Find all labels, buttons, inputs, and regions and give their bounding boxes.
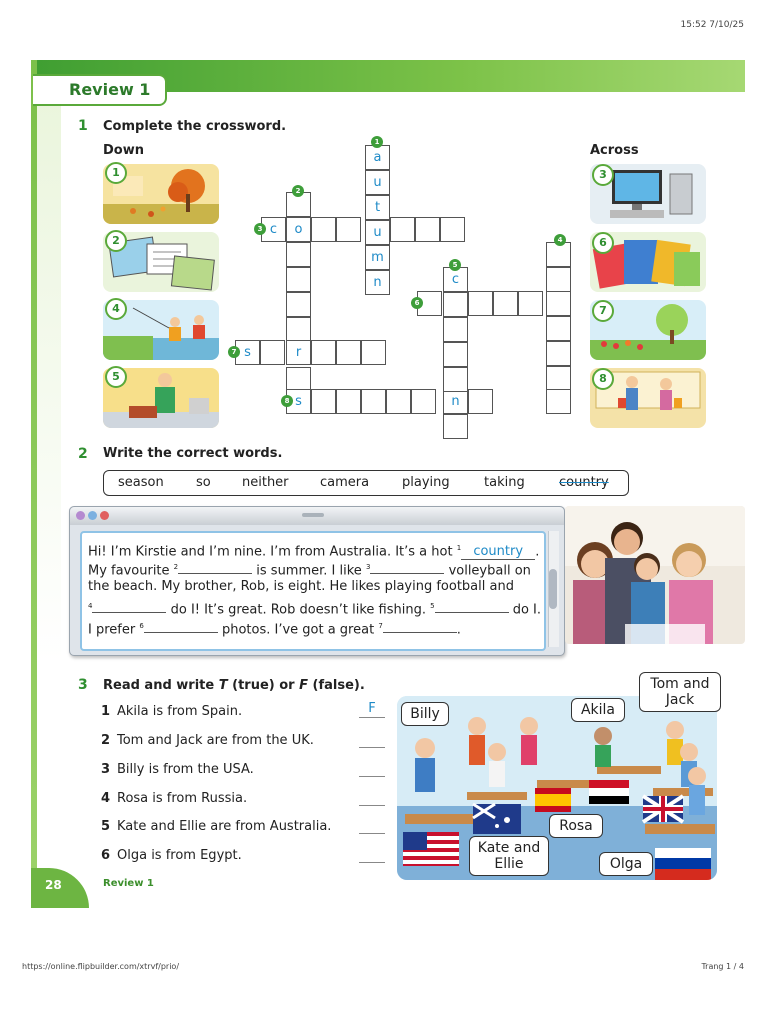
text-line-4: $^4$ do I! It’s great. Rob doesn’t like fishing. $^5$ do I.	[88, 597, 541, 619]
tf-answer-5[interactable]	[359, 819, 385, 834]
word-playing: playing	[402, 475, 450, 490]
crossword-cell[interactable]	[336, 217, 361, 242]
crossword-cell[interactable]	[468, 389, 493, 414]
review-tab	[33, 74, 167, 106]
crossword-cell[interactable]: n	[365, 270, 390, 295]
word-camera: camera	[320, 475, 370, 490]
scrollbar-thumb[interactable]	[549, 569, 557, 609]
crossword-cell[interactable]	[415, 217, 440, 242]
exercise2-instruction: Write the correct words.	[103, 446, 283, 461]
tf-item-1: 1 Akila is from Spain.	[101, 704, 243, 719]
grip-icon	[302, 513, 324, 517]
tf-item-3: 3 Billy is from the USA.	[101, 762, 254, 777]
crossword-cell[interactable]	[311, 389, 336, 414]
crossword-cell[interactable]	[411, 389, 436, 414]
close-icon[interactable]	[100, 511, 109, 520]
crossword-cell[interactable]	[286, 292, 311, 317]
crossword-cell[interactable]: m	[365, 245, 390, 270]
crossword-cell[interactable]	[546, 267, 571, 292]
picture-number-1: 1	[105, 162, 127, 184]
word-box	[103, 470, 629, 496]
across-label: Across	[590, 143, 639, 158]
crossword-cell[interactable]: s	[286, 389, 311, 414]
crossword-cell[interactable]	[443, 367, 468, 392]
word-neither: neither	[242, 475, 289, 490]
label-kate-and-ellie: Kate and Ellie	[469, 836, 549, 876]
crossword-cell[interactable]	[546, 389, 571, 414]
picture-number-2: 2	[105, 230, 127, 252]
crossword-cell[interactable]	[361, 340, 386, 365]
crossword-cell[interactable]	[311, 217, 336, 242]
word-so: so	[196, 475, 211, 490]
label-olga: Olga	[599, 852, 653, 876]
word-taking: taking	[484, 475, 525, 490]
print-url: https://online.flipbuilder.com/xtrvf/prio/	[22, 962, 180, 971]
footer-review-label: Review 1	[103, 878, 154, 889]
answer-blank-6[interactable]	[144, 619, 218, 633]
label-rosa: Rosa	[549, 814, 603, 838]
text-line-1: Hi! I’m Kirstie and I’m nine. I’m from Australia. It’s a hot $^1$ country .	[88, 544, 540, 560]
crossword-cell[interactable]	[361, 389, 386, 414]
crossword-cell[interactable]	[518, 291, 543, 316]
answer-blank-2[interactable]	[178, 560, 252, 574]
exercise2-number: 2	[78, 446, 88, 462]
down-label: Down	[103, 143, 144, 158]
message-window	[69, 506, 565, 656]
crossword-cell[interactable]	[260, 340, 285, 365]
exercise3-number: 3	[78, 677, 88, 693]
text-line-3: the beach. My brother, Rob, is eight. He likes playing football and	[88, 579, 514, 594]
picture-number-6: 6	[592, 232, 614, 254]
crossword-cell[interactable]	[286, 267, 311, 292]
crossword-cell[interactable]	[546, 291, 571, 316]
clue-number-3: 3	[254, 223, 266, 235]
crossword-cell[interactable]	[443, 414, 468, 439]
clue-number-4: 4	[554, 234, 566, 246]
tf-answer-3[interactable]	[359, 762, 385, 777]
text-line-5: I prefer $^6$ photos. I’ve got a great $^7$ .	[88, 617, 461, 639]
exercise1-number: 1	[78, 118, 88, 134]
review-title: Review 1	[69, 80, 151, 99]
message-text-area	[80, 531, 546, 651]
left-gradient-strip	[37, 90, 61, 908]
answer-blank-7[interactable]	[383, 619, 457, 633]
label-tom-and-jack: Tom and Jack	[639, 672, 721, 712]
clue-number-2: 2	[292, 185, 304, 197]
tf-answer-6[interactable]	[359, 848, 385, 863]
tf-item-5: 5 Kate and Ellie are from Australia.	[101, 819, 332, 834]
crossword-cell[interactable]	[546, 316, 571, 341]
answer-blank-5[interactable]	[435, 599, 509, 613]
tf-item-4: 4 Rosa is from Russia.	[101, 791, 248, 806]
tf-answer-2[interactable]	[359, 733, 385, 748]
label-akila: Akila	[571, 698, 625, 722]
crossword-cell[interactable]: u	[365, 170, 390, 195]
picture-number-5: 5	[105, 366, 127, 388]
picture-number-4: 4	[105, 298, 127, 320]
answer-blank-3[interactable]	[370, 560, 444, 574]
crossword-cell[interactable]: a	[365, 145, 390, 170]
crossword-cell[interactable]: c	[261, 217, 286, 242]
crossword-cell[interactable]	[390, 217, 415, 242]
crossword-cell[interactable]	[386, 389, 411, 414]
crossword-cell[interactable]	[286, 317, 311, 342]
label-billy: Billy	[401, 702, 449, 726]
window-button[interactable]	[88, 511, 97, 520]
crossword-cell[interactable]	[336, 340, 361, 365]
page-number: 28	[45, 878, 62, 892]
answer-blank-4[interactable]	[92, 599, 166, 613]
crossword-cell[interactable]	[546, 341, 571, 366]
crossword-cell[interactable]: c	[443, 267, 468, 292]
picture-number-8: 8	[592, 368, 614, 390]
crossword-cell[interactable]	[468, 291, 493, 316]
crossword-cell[interactable]	[440, 217, 465, 242]
crossword-cell[interactable]: n	[443, 389, 468, 414]
crossword-cell[interactable]: o	[286, 217, 311, 242]
print-page-indicator: Trang 1 / 4	[701, 962, 744, 971]
picture-number-3: 3	[592, 164, 614, 186]
exercise1-instruction: Complete the crossword.	[103, 119, 287, 134]
crossword-cell[interactable]	[286, 242, 311, 267]
crossword-cell[interactable]: t	[365, 195, 390, 220]
clue-number-8: 8	[281, 395, 293, 407]
clue-number-5: 5	[449, 259, 461, 271]
tf-item-2: 2 Tom and Jack are from the UK.	[101, 733, 314, 748]
crossword-cell[interactable]	[443, 317, 468, 342]
exercise3-instruction: Read and write T (true) or F (false).	[103, 678, 365, 693]
crossword-cell[interactable]	[336, 389, 361, 414]
crossword-cell[interactable]	[493, 291, 518, 316]
tf-item-6: 6 Olga is from Egypt.	[101, 848, 242, 863]
clue-number-6: 6	[411, 297, 423, 309]
word-season: season	[118, 475, 164, 490]
worksheet-page	[31, 60, 745, 908]
crossword-cell[interactable]	[311, 340, 336, 365]
text-line-2: My favourite $^2$ is summer. I like $^3$ volleyball on	[88, 558, 531, 580]
print-timestamp: 15:52 7/10/25	[680, 20, 744, 30]
crossword-cell[interactable]	[443, 342, 468, 367]
family-photo	[565, 506, 745, 644]
crossword-cell[interactable]: u	[365, 220, 390, 245]
answer-blank-1[interactable]: country	[461, 545, 535, 560]
clue-number-1: 1	[371, 136, 383, 148]
crossword-cell[interactable]	[443, 292, 468, 317]
clue-number-7: 7	[228, 346, 240, 358]
tf-answer-4[interactable]	[359, 791, 385, 806]
crossword-cell[interactable]	[546, 366, 571, 391]
window-button[interactable]	[76, 511, 85, 520]
picture-number-7: 7	[592, 300, 614, 322]
word-country: country	[559, 475, 609, 490]
crossword-cell[interactable]: r	[286, 340, 311, 365]
crossword-cell[interactable]: s	[235, 340, 260, 365]
tf-answer-1[interactable]: F	[359, 703, 385, 718]
